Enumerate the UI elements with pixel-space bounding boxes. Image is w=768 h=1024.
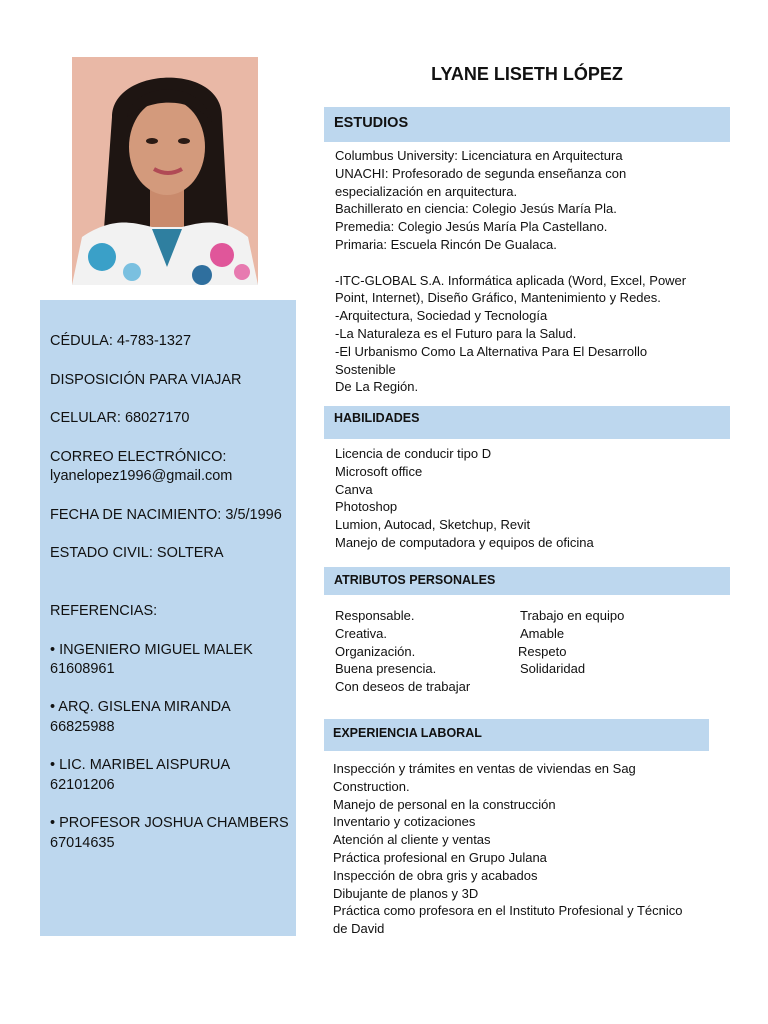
birth-date: FECHA DE NACIMIENTO: 3/5/1996 xyxy=(50,507,282,523)
experience-list xyxy=(333,760,683,938)
studies-spacer xyxy=(335,254,686,272)
studies-line: Point, Internet), Diseño Gráfico, Mantenimiento y Redes. xyxy=(335,290,661,306)
contact-sidebar xyxy=(40,300,296,936)
studies-line: UNACHI: Profesorado de segunda enseñanza con xyxy=(335,165,627,181)
studies-title: ESTUDIOS xyxy=(334,115,409,131)
experience-line: Inspección de obra gris y acabados xyxy=(333,867,538,883)
skill-item: Licencia de conducir tipo D xyxy=(335,446,492,461)
experience-header xyxy=(324,719,709,751)
studies-line: -ITC-GLOBAL S.A. Informática aplicada (Word, Excel, Power xyxy=(335,272,687,288)
experience-line: Atención al cliente y ventas xyxy=(333,832,491,848)
experience-line: Práctica como profesora en el Instituto Profesional y Técnico xyxy=(333,903,683,919)
attributes-header xyxy=(324,567,730,595)
studies-line: -La Naturaleza es el Futuro para la Salud. xyxy=(335,325,577,341)
reference-name: • LIC. MARIBEL AISPURUA xyxy=(50,757,231,773)
skill-item: Manejo de computadora y equipos de oficina xyxy=(335,534,594,550)
attributes-table xyxy=(335,607,725,696)
reference-phone: 61608961 xyxy=(50,661,115,677)
studies-line: especialización en arquitectura. xyxy=(335,183,518,199)
experience-title: EXPERIENCIA LABORAL xyxy=(333,726,482,740)
studies-line: -El Urbanismo Como La Alternativa Para El Desarrollo xyxy=(335,343,648,359)
attributes-row xyxy=(335,625,725,643)
reference-name: • PROFESOR JOSHUA CHAMBERS xyxy=(50,815,289,831)
attribute-item: Respeto xyxy=(518,643,567,659)
reference-name: • ARQ. GISLENA MIRANDA xyxy=(50,699,231,715)
reference-name: • INGENIERO MIGUEL MALEK xyxy=(50,642,253,658)
experience-line: Dibujante de planos y 3D xyxy=(333,885,479,901)
reference-phone: 66825988 xyxy=(50,719,115,735)
reference-phone: 67014635 xyxy=(50,835,115,851)
experience-line: de David xyxy=(333,921,385,937)
studies-line: -Arquitectura, Sociedad y Tecnología xyxy=(335,308,548,324)
attribute-item: Con deseos de trabajar xyxy=(335,679,471,695)
skill-item: Canva xyxy=(335,481,373,497)
attributes-row xyxy=(335,643,725,661)
cedula: CÉDULA: 4-783-1327 xyxy=(50,333,192,349)
civil-status: ESTADO CIVIL: SOLTERA xyxy=(50,545,224,561)
attribute-item: Amable xyxy=(520,625,565,641)
skills-header xyxy=(324,406,730,439)
attribute-item: Organización. xyxy=(335,643,416,659)
attribute-item: Creativa. xyxy=(335,625,388,641)
travel-availability: DISPOSICIÓN PARA VIAJAR xyxy=(50,372,242,388)
email-label: CORREO ELECTRÓNICO: xyxy=(50,449,227,465)
experience-line: Manejo de personal en la construcción xyxy=(333,796,556,812)
attribute-item: Solidaridad xyxy=(520,661,586,677)
references-title: REFERENCIAS: xyxy=(50,603,158,619)
experience-line: Inventario y cotizaciones xyxy=(333,814,476,830)
reference-phone: 62101206 xyxy=(50,777,115,793)
email: lyanelopez1996@gmail.com xyxy=(50,468,233,484)
attributes-row xyxy=(335,607,725,625)
attributes-row xyxy=(335,660,725,678)
experience-line: Inspección y trámites en ventas de viviendas en Sag xyxy=(333,761,636,776)
studies-list xyxy=(335,147,686,396)
profile-photo xyxy=(72,57,258,285)
attributes-row xyxy=(335,678,725,696)
phone: CELULAR: 68027170 xyxy=(50,410,190,426)
studies-line: De La Región. xyxy=(335,379,419,395)
studies-line: Bachillerato en ciencia: Colegio Jesús María Pla. xyxy=(335,201,617,217)
experience-line: Práctica profesional en Grupo Julana xyxy=(333,849,547,865)
skills-title: HABILIDADES xyxy=(334,411,420,425)
full-name: LYANE LISETH LÓPEZ xyxy=(431,64,623,84)
studies-line: Primaria: Escuela Rincón De Gualaca. xyxy=(335,236,557,252)
studies-header xyxy=(324,107,730,142)
experience-line: Construction. xyxy=(333,778,410,794)
attribute-item: Responsable. xyxy=(335,608,415,623)
skill-item: Photoshop xyxy=(335,499,398,515)
attributes-title: ATRIBUTOS PERSONALES xyxy=(334,573,496,587)
studies-line: Columbus University: Licenciatura en Arquitectura xyxy=(335,148,623,163)
skills-list xyxy=(335,445,594,552)
attribute-item: Buena presencia. xyxy=(335,661,437,677)
studies-line: Sostenible xyxy=(335,361,396,377)
skill-item: Lumion, Autocad, Sketchup, Revit xyxy=(335,517,531,533)
skill-item: Microsoft office xyxy=(335,463,423,479)
attribute-item: Trabajo en equipo xyxy=(520,608,625,623)
studies-line: Premedia: Colegio Jesús María Pla Castellano. xyxy=(335,219,608,235)
